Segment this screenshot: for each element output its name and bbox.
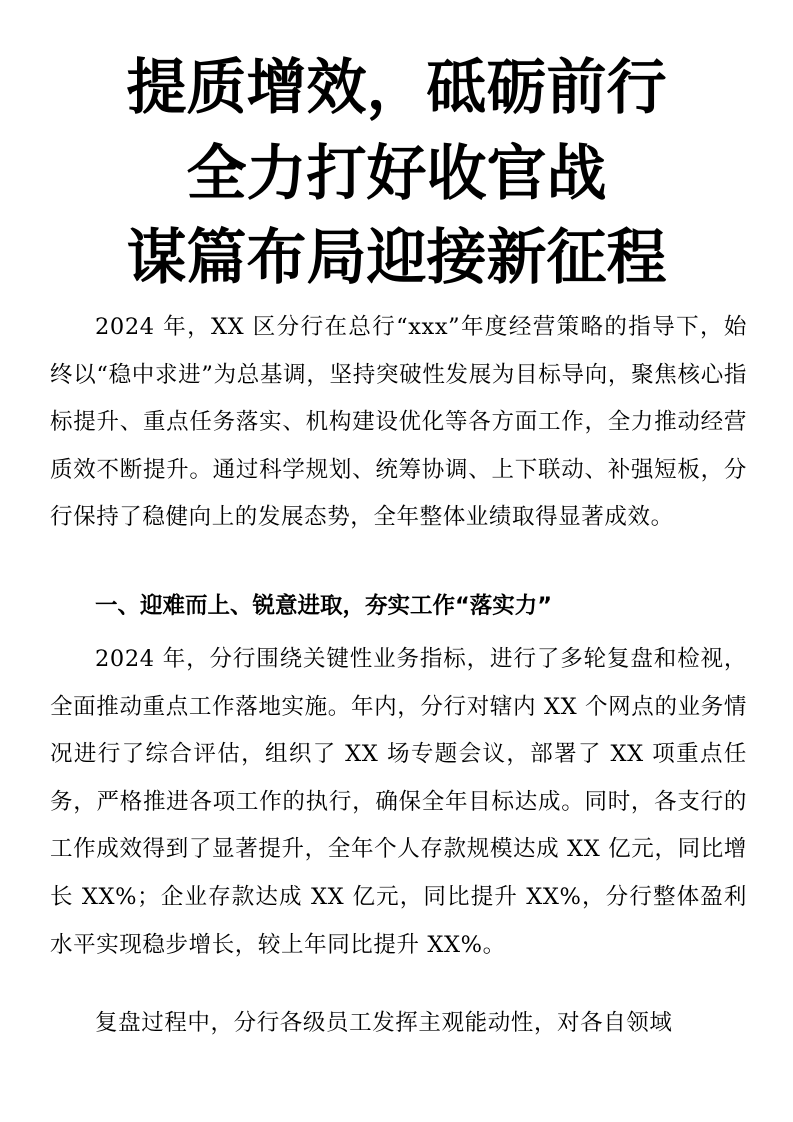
document-title-line-2: 全力打好收官战	[186, 139, 607, 209]
body-paragraph-2: 2024 年，分行围绕关键性业务指标，进行了多轮复盘和检视，全面推动重点工作落地实施。年内，分行对辖内 XX 个网点的业务情况进行了综合评估，组织了 XX 场专题会议，部署了 XX 项重点任务，严格推进各项工作的执行，确保全年目标达成。同时，各支行的工作成效得到了显著提升，全年个人存款规模达成 XX 亿元，同比增长 XX%；企业存款达成 XX 亿元，同比提升 XX%，分行整体盈利水平实现稳步增长，较上年同比提升 XX%。	[50, 646, 747, 958]
body-paragraph-3: 复盘过程中，分行各级员工发挥主观能动性，对各自领域	[95, 1010, 673, 1036]
document-title-line-1: 提质增效，砥砺前行	[126, 53, 667, 123]
body-paragraph-1: 2024 年，XX 区分行在总行“xxx”年度经营策略的指导下，始终以“稳中求进”为总基调，坚持突破性发展为目标导向，聚焦核心指标提升、重点任务落实、机构建设优化等各方面工作，全力推动经营质效不断提升。通过科学规划、统筹协调、上下联动、补强短板，分行保持了稳健向上的发展态势，全年整体业绩取得显著成效。	[50, 314, 747, 531]
section-heading-1: 一、迎难而上、锐意进取，夯实工作“落实力”	[95, 593, 553, 619]
document-title-line-3: 谋篇布局迎接新征程	[126, 223, 667, 293]
